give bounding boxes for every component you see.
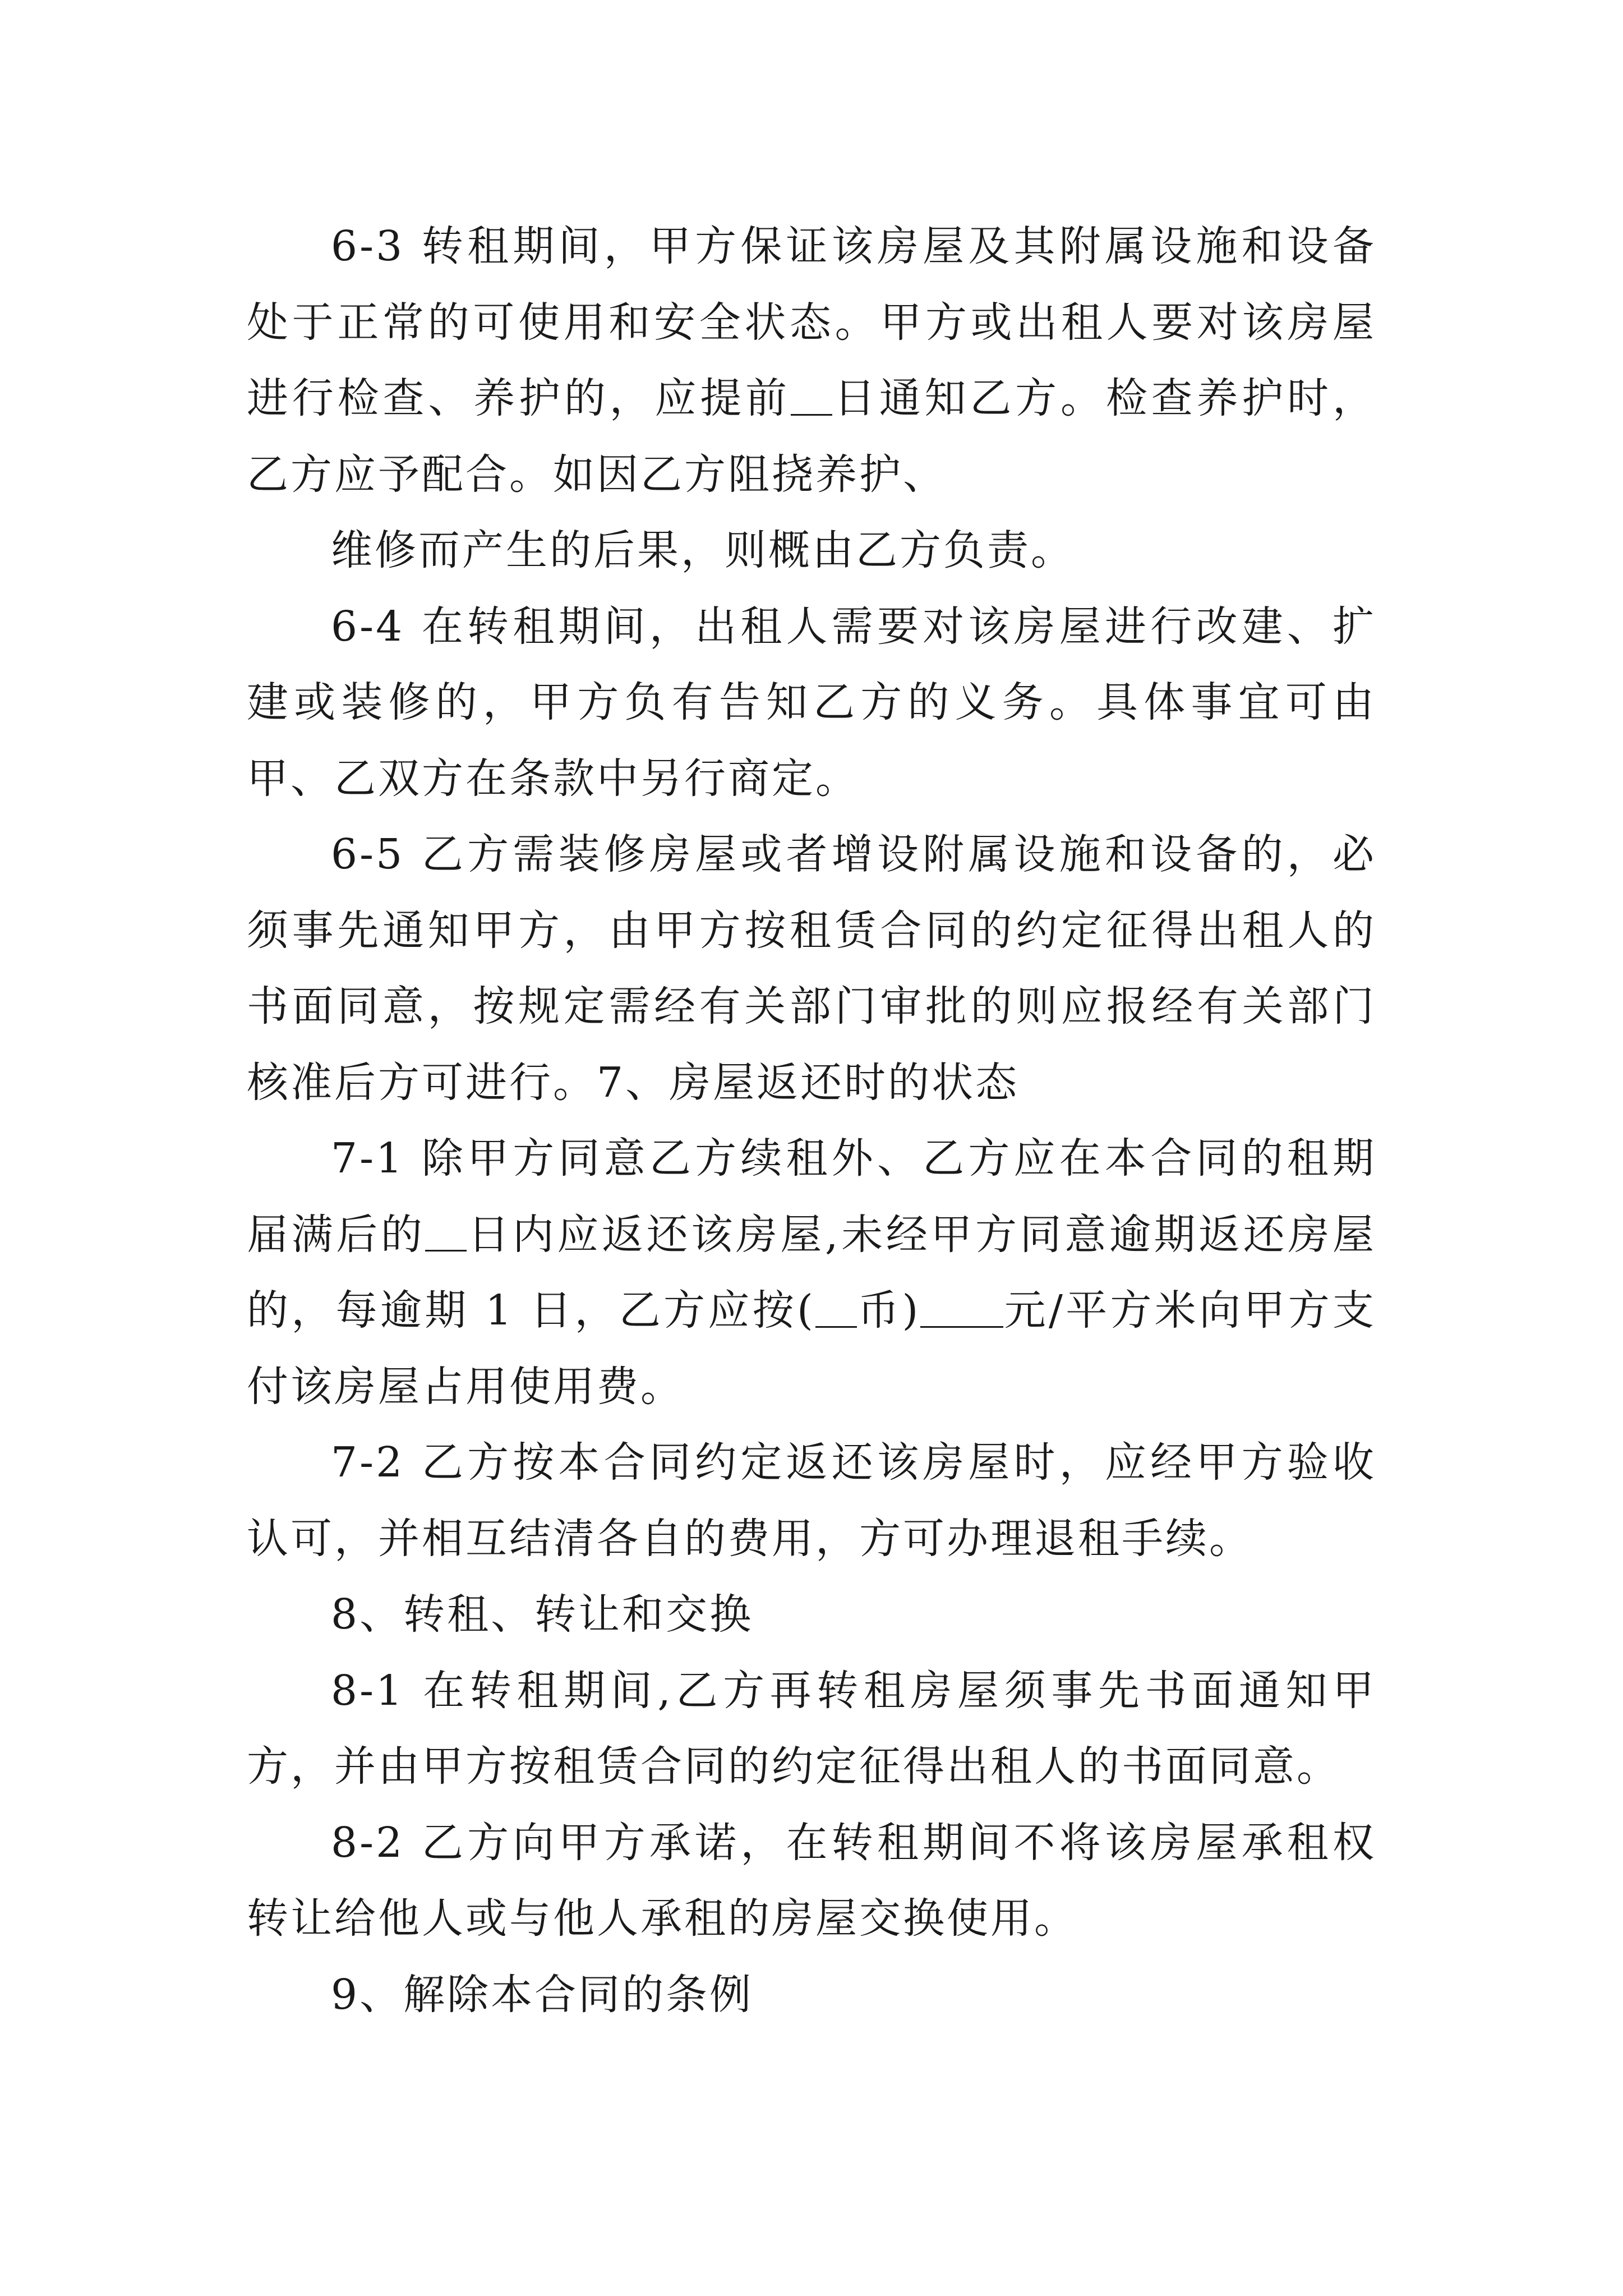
fill-in-blank	[815, 1285, 857, 1328]
paragraph-text: 7-1 除甲方同意乙方续租外、乙方应在本合同的租期届满后的	[247, 1134, 1376, 1259]
paragraph-p-6-4	[247, 589, 1376, 817]
document-body	[247, 209, 1376, 2033]
paragraph-p-8-2	[247, 1805, 1376, 1957]
paragraph-text: 6-5 乙方需装修房屋或者增设附属设施和设备的，必须事先通知甲方，由甲方按租赁合同的约定征得出租人的书面同意，按规定需经有关部门审批的则应报经有关部门核准后方可进行。7、房屋返还时的状态	[247, 830, 1376, 1107]
paragraph-p-8	[247, 1577, 1376, 1653]
paragraph-text: 元/平方米向甲方支付该房屋占用使用费。	[247, 1286, 1377, 1411]
paragraph-text: 8、转租、转让和交换	[331, 1590, 754, 1639]
paragraph-text: 6-4 在转租期间，出租人需要对该房屋进行改建、扩建或装修的，甲方负有告知乙方的义务。具体事宜可由甲、乙双方在条款中另行商定。	[247, 602, 1376, 803]
fill-in-blank	[425, 1208, 467, 1251]
fill-in-blank	[791, 372, 832, 416]
paragraph-p-9	[247, 1957, 1376, 2033]
paragraph-text: 8-2 乙方向甲方承诺，在转租期间不将该房屋承租权转让给他人或与他人承租的房屋交换使用。	[247, 1818, 1376, 1943]
paragraph-text: 维修而产生的后果，则概由乙方负责。	[331, 526, 1075, 574]
paragraph-text: 8-1 在转租期间,乙方再转租房屋须事先书面通知甲方，并由甲方按租赁合同的约定征得出租人的书面同意。	[247, 1666, 1376, 1791]
fill-in-blank	[920, 1285, 1003, 1328]
paragraph-p-7-1	[247, 1121, 1376, 1425]
paragraph-text: 7-2 乙方按本合同约定返还该房屋时，应经甲方验收认可，并相互结清各自的费用，方可办理退租手续。	[247, 1438, 1376, 1563]
paragraph-text: 日内应返还该房屋,未经甲方同意逾期返还房屋的，每逾期 1 日，乙方应按(	[247, 1210, 1376, 1335]
paragraph-p-6-3-cont	[247, 513, 1376, 589]
paragraph-text: 9、解除本合同的条例	[331, 1970, 754, 2019]
paragraph-p-6-3	[247, 209, 1376, 513]
paragraph-p-6-5	[247, 817, 1376, 1121]
paragraph-p-7-2	[247, 1425, 1376, 1577]
paragraph-text: 6-3 转租期间，甲方保证该房屋及其附属设施和设备处于正常的可使用和安全状态。甲方或出租人要对该房屋进行检查、养护的，应提前	[247, 222, 1376, 422]
paragraph-text: 币)	[856, 1286, 921, 1335]
paragraph-p-8-1	[247, 1653, 1376, 1805]
paragraph-text: 日通知乙方。检查养护时，乙方应予配合。如因乙方阻挠养护、	[247, 374, 1376, 499]
